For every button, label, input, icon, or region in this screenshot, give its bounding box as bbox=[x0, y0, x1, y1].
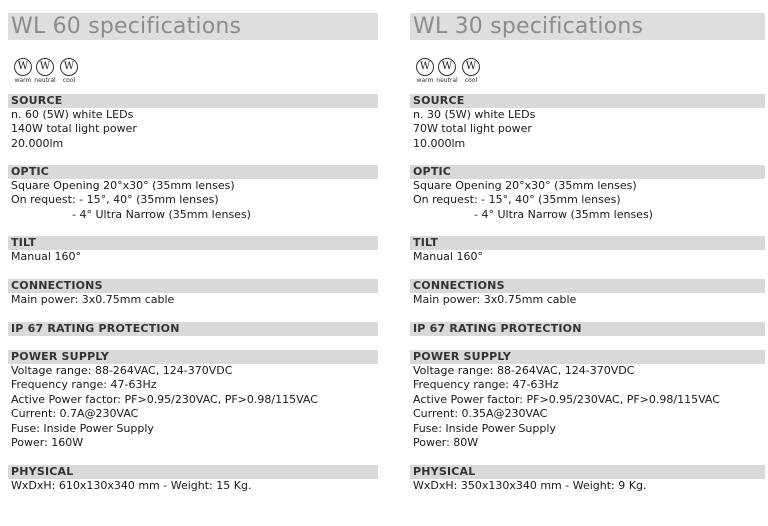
spec-line: Square Opening 20°x30° (35mm lenses) bbox=[11, 179, 235, 192]
icon-label: cool bbox=[62, 77, 76, 84]
spec-line: Fuse: Inside Power Supply bbox=[11, 421, 154, 435]
section-heading: CONNECTIONS bbox=[8, 279, 378, 293]
page-title: WL 30 specifications bbox=[410, 13, 765, 40]
spec-line: Current: 0.35A@230VAC bbox=[413, 407, 548, 421]
icon-letter: W bbox=[60, 58, 78, 76]
section-heading: SOURCE bbox=[8, 94, 378, 108]
spec-line: WxDxH: 610x130x340 mm - Weight: 15 Kg. bbox=[11, 479, 252, 492]
spec-line: Manual 160° bbox=[413, 250, 483, 263]
section-heading: CONNECTIONS bbox=[410, 279, 765, 293]
spec-line: 20.000lm bbox=[11, 136, 64, 150]
icon-letter: W bbox=[438, 58, 456, 76]
tilt-section bbox=[410, 236, 765, 264]
power-supply-section bbox=[410, 350, 765, 450]
icon-label: neutral bbox=[34, 77, 56, 84]
spec-line: Power: 80W bbox=[413, 436, 479, 450]
icon-label: neutral bbox=[436, 77, 458, 84]
spec-line: Voltage range: 88-264VAC, 124-370VDC bbox=[11, 364, 233, 377]
spec-line: Frequency range: 47-63Hz bbox=[11, 378, 157, 392]
section-heading: SOURCE bbox=[410, 94, 765, 108]
icon-label: cool bbox=[464, 77, 478, 84]
cool-white-icon bbox=[458, 58, 484, 85]
section-heading: OPTIC bbox=[8, 165, 378, 179]
physical-section bbox=[8, 465, 378, 493]
spec-line: On request: - 15°, 40° (35mm lenses) bbox=[413, 193, 621, 207]
spec-line: n. 30 (5W) white LEDs bbox=[413, 108, 536, 121]
section-heading: OPTIC bbox=[410, 165, 765, 179]
rating-section bbox=[8, 322, 378, 336]
section-heading: IP 67 RATING PROTECTION bbox=[410, 322, 765, 336]
section-heading: POWER SUPPLY bbox=[8, 350, 378, 364]
wl30-spec-column bbox=[410, 13, 765, 492]
spec-line: - 4° Ultra Narrow (35mm lenses) bbox=[474, 207, 653, 221]
section-heading: IP 67 RATING PROTECTION bbox=[8, 322, 378, 336]
spec-line: On request: - 15°, 40° (35mm lenses) bbox=[11, 193, 219, 207]
spec-line: - 4° Ultra Narrow (35mm lenses) bbox=[72, 207, 251, 221]
spec-line: Main power: 3x0.75mm cable bbox=[413, 293, 577, 306]
spec-line: Main power: 3x0.75mm cable bbox=[11, 293, 175, 306]
power-supply-section bbox=[8, 350, 378, 450]
optic-section bbox=[8, 165, 378, 222]
spec-line: Frequency range: 47-63Hz bbox=[413, 378, 559, 392]
section-heading: PHYSICAL bbox=[410, 465, 765, 479]
spec-line: Manual 160° bbox=[11, 250, 81, 263]
spec-line: Power: 160W bbox=[11, 436, 84, 450]
spec-line: Fuse: Inside Power Supply bbox=[413, 421, 556, 435]
icon-letter: W bbox=[416, 58, 434, 76]
neutral-white-icon bbox=[434, 58, 460, 85]
spec-line: WxDxH: 350x130x340 mm - Weight: 9 Kg. bbox=[413, 479, 647, 492]
section-heading: PHYSICAL bbox=[8, 465, 378, 479]
source-section bbox=[8, 94, 378, 151]
icon-letter: W bbox=[36, 58, 54, 76]
spec-line: Active Power factor: PF>0.95/230VAC, PF>0.98/115VAC bbox=[11, 392, 318, 406]
cool-white-icon bbox=[56, 58, 82, 85]
spec-line: Active Power factor: PF>0.95/230VAC, PF>0.98/115VAC bbox=[413, 392, 720, 406]
connections-section bbox=[410, 279, 765, 307]
spec-line: 70W total light power bbox=[413, 122, 532, 136]
section-heading: POWER SUPPLY bbox=[410, 350, 765, 364]
icon-label: warm bbox=[14, 77, 32, 84]
tilt-section bbox=[8, 236, 378, 264]
spec-line: 140W total light power bbox=[11, 122, 137, 136]
icon-letter: W bbox=[462, 58, 480, 76]
page-title: WL 60 specifications bbox=[8, 13, 378, 40]
section-heading: TILT bbox=[410, 236, 765, 250]
spec-line: Current: 0.7A@230VAC bbox=[11, 407, 139, 421]
spec-line: n. 60 (5W) white LEDs bbox=[11, 108, 134, 121]
spec-line: Voltage range: 88-264VAC, 124-370VDC bbox=[413, 364, 635, 377]
wl60-spec-column bbox=[8, 13, 378, 492]
spec-line: Square Opening 20°x30° (35mm lenses) bbox=[413, 179, 637, 192]
source-section bbox=[410, 94, 765, 151]
rating-section bbox=[410, 322, 765, 336]
spec-line: 10.000lm bbox=[413, 136, 466, 150]
connections-section bbox=[8, 279, 378, 307]
physical-section bbox=[410, 465, 765, 493]
neutral-white-icon bbox=[32, 58, 58, 85]
icon-label: warm bbox=[416, 77, 434, 84]
optic-section bbox=[410, 165, 765, 222]
icon-letter: W bbox=[14, 58, 32, 76]
section-heading: TILT bbox=[8, 236, 378, 250]
